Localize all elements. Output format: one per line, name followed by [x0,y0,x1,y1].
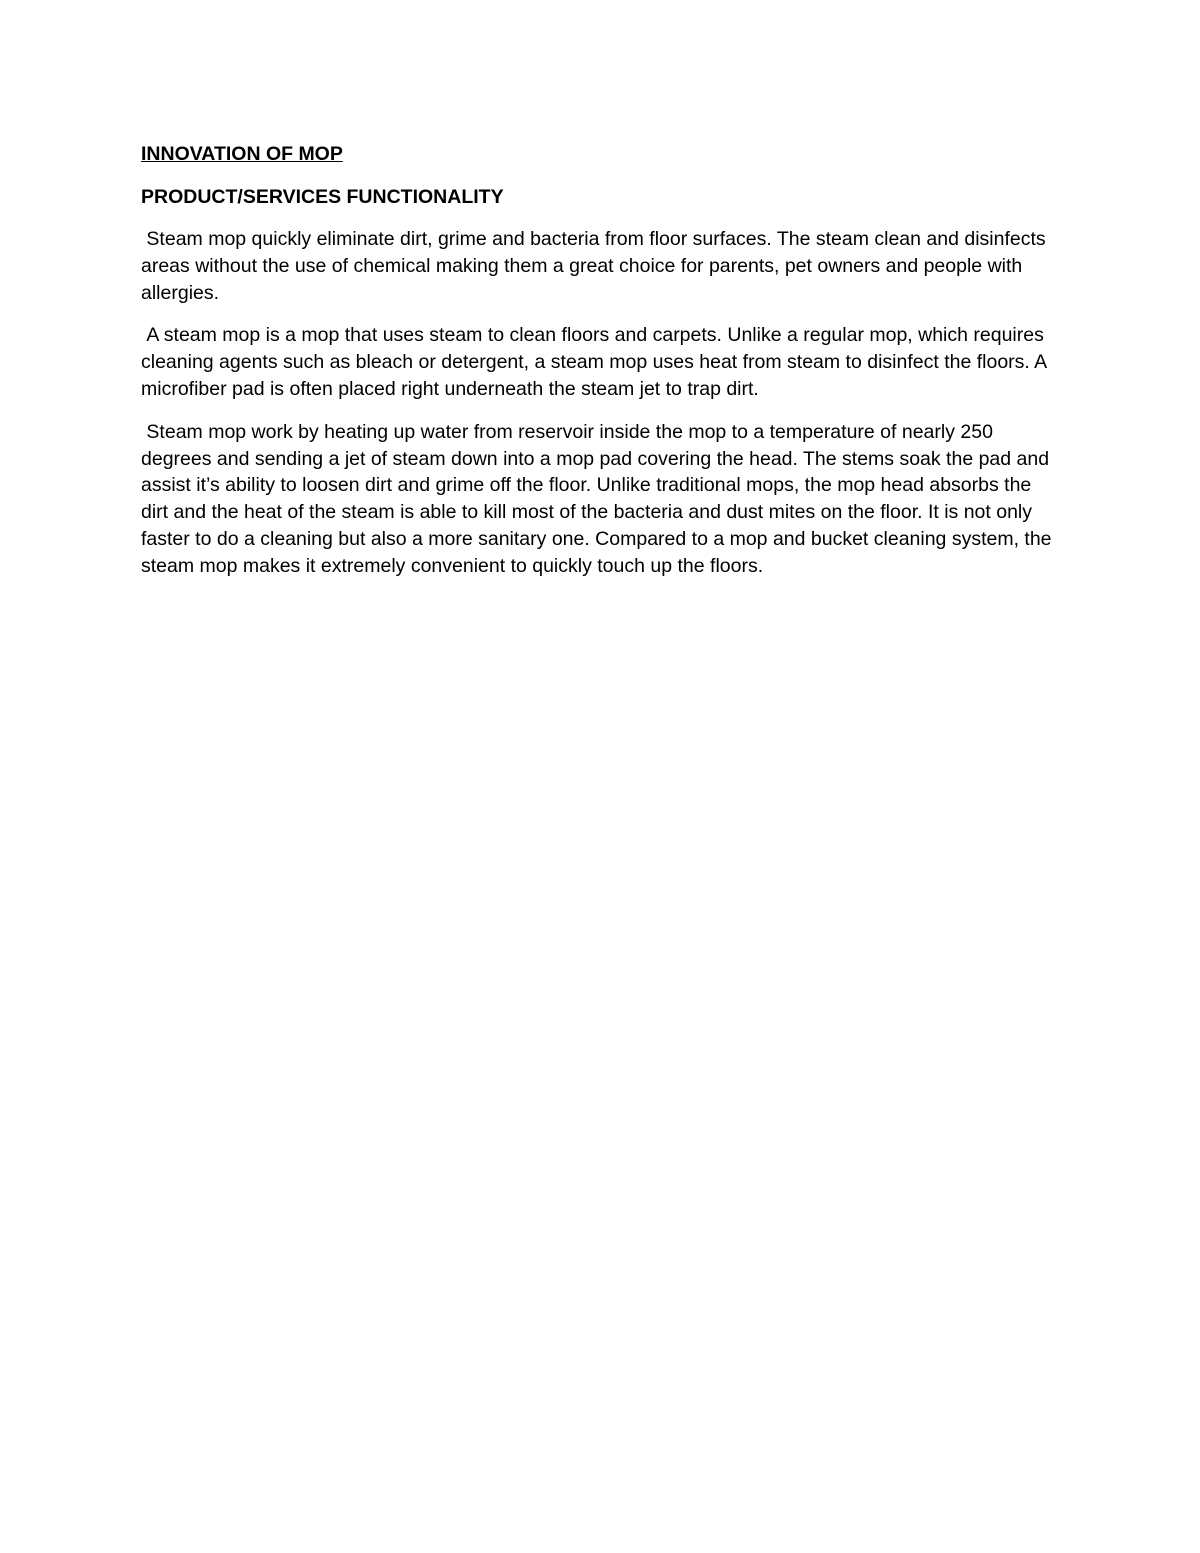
document-body [141,141,1061,580]
document-title: INNOVATION OF MOP [141,143,343,165]
paragraph-3: Steam mop work by heating up water from reservoir inside the mop to a temperature of nearly 250 degrees and sending a jet of steam down into a mop pad covering the head. The stems soak the pad and assist it’s ability to loosen dirt and grime off the floor. Unlike traditional mops, the mop head absorbs the dirt and the heat of the steam is able to kill most of the bacteria and dust mites on the floor. It is not only faster to do a cleaning but also a more sanitary one. Compared to a mop and bucket cleaning system, the steam mop makes it extremely convenient to quickly touch up the floors. [141,420,1057,577]
paragraph-1: Steam mop quickly eliminate dirt, grime and bacteria from floor surfaces. The steam clean and disinfects areas without the use of chemical making them a great choice for parents, pet owners and people with allergies. [141,228,1052,304]
section-heading: PRODUCT/SERVICES FUNCTIONALITY [141,186,504,208]
paragraph-2: A steam mop is a mop that uses steam to clean floors and carpets. Unlike a regular mop, which requires cleaning agents such as bleach or detergent, a steam mop uses heat from steam to disinfect the floors. A microfiber pad is often placed right underneath the steam jet to trap dirt. [141,324,1052,400]
